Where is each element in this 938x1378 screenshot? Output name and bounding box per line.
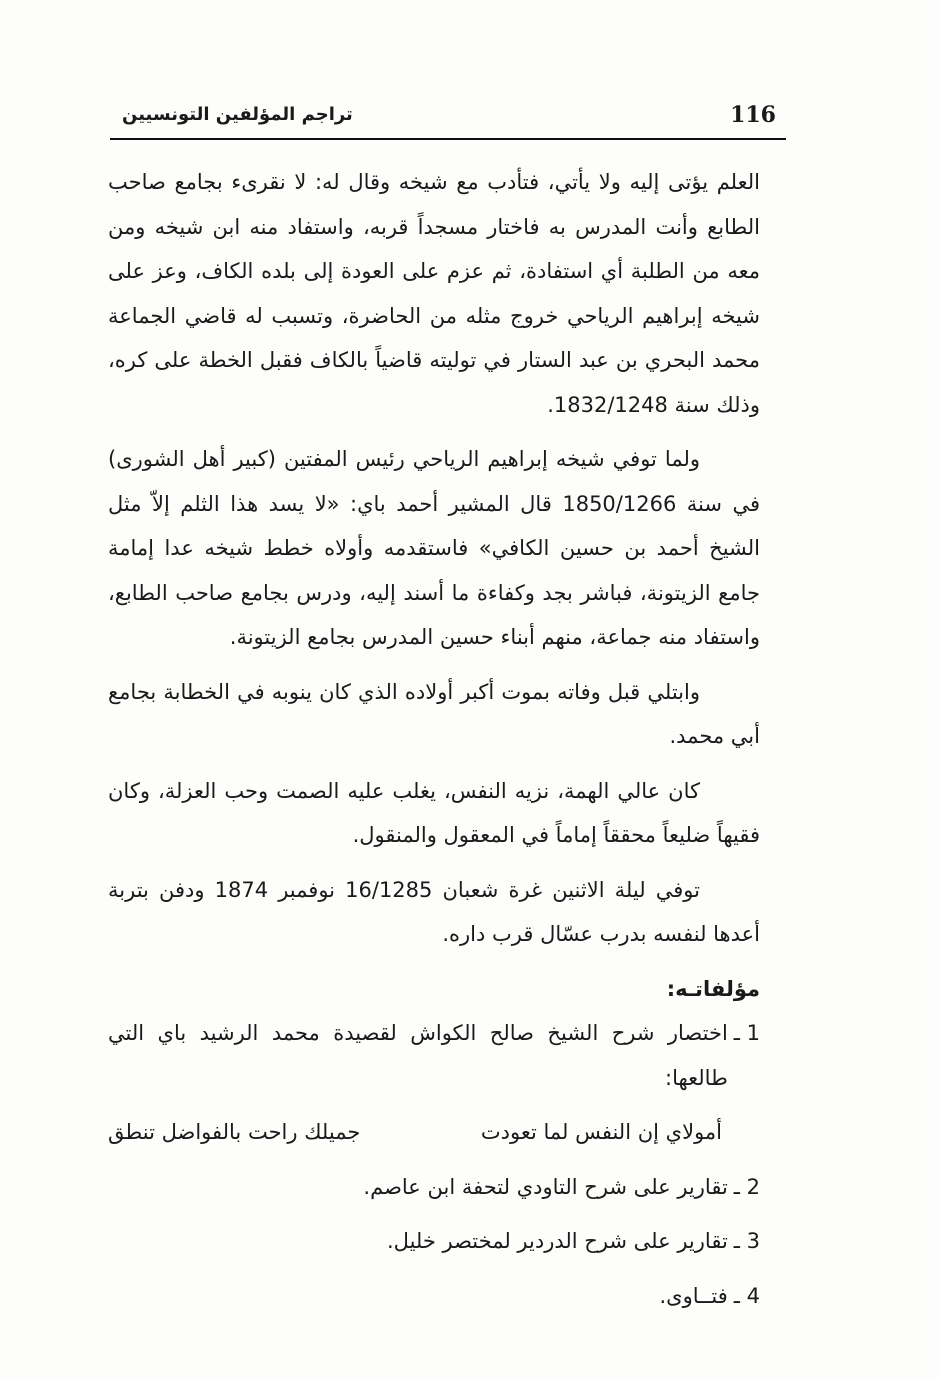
list-item-number: 4 ـ	[733, 1283, 760, 1308]
header-rule	[110, 138, 786, 140]
works-list	[108, 1011, 760, 1318]
page-number: 116	[730, 102, 776, 128]
list-item	[108, 1274, 760, 1319]
running-title: تراجم المؤلفين التونسيين	[122, 104, 353, 125]
list-item-text: تقارير على شرح الدردير لمختصر خليل.	[386, 1229, 728, 1253]
list-item	[108, 1165, 760, 1210]
paragraph: العلم يؤتى إليه ولا يأتي، فتأدب مع شيخه وقال له: لا نقرىء بجامع صاحب الطابع وأنت المدرس به فاختار مسجداً قربه، واستفاد منه ابن شيخه ومن معه من الطلبة أي استفادة، ثم عزم على العودة إلى بلده الكاف، وعز على شيخه إبراهيم الرياحي خروج مثله من الحاضرة، وتسبب له قاضي الجماعة محمد البحري بن عبد الستار في توليته قاضياً بالكاف فقبل الخطة على كره، وذلك سنة 1832/1248.	[108, 170, 760, 417]
list-item-number: 2 ـ	[733, 1174, 760, 1199]
paragraph: ولما توفي شيخه إبراهيم الرياحي رئيس المفتين (كبير أهل الشورى) في سنة 1850/1266 قال المشير أحمد باي: «لا يسد هذا الثلم إلاّ مثل الشيخ أحمد بن حسين الكافي» فاستقدمه وأولاه خطط شيخه عدا إمامة جامع الزيتونة، فباشر بجد وكفاءة ما أسند إليه، ودرس بجامع صاحب الطابع، واستفاد منه جماعة، منهم أبناء حسين المدرس بجامع الزيتونة.	[108, 447, 760, 649]
list-item	[108, 1219, 760, 1264]
list-item-number: 1 ـ	[733, 1021, 760, 1045]
list-item-text: فتــاوى.	[659, 1283, 728, 1308]
verse-second-hemistich: جميلك راحت بالفواضل تنطق	[108, 1120, 361, 1144]
paragraph: وابتلي قبل وفاته بموت أكبر أولاده الذي كان ينوبه في الخطابة بجامع أبي محمد.	[108, 679, 760, 748]
works-heading: مؤلفاتـه:	[666, 976, 760, 1001]
page-header	[110, 100, 786, 138]
list-item-text: تقارير على شرح التاودي لتحفة ابن عاصم.	[363, 1174, 728, 1199]
verse-first-hemistich: أمولاي إن النفس لما تعودت	[480, 1120, 722, 1144]
list-item	[108, 1011, 760, 1100]
poem-verse	[108, 1110, 760, 1155]
paragraph: توفي ليلة الاثنين غرة شعبان 16/1285 نوفمبر 1874 ودفن بتربة أعدها لنفسه بدرب عسّال قرب داره.	[108, 877, 760, 946]
paragraph: كان عالي الهمة، نزيه النفس، يغلب عليه الصمت وحب العزلة، وكان فقيهاً ضليعاً محققاً إماماً في المعقول والمنقول.	[108, 778, 760, 847]
list-item-number: 3 ـ	[733, 1229, 760, 1253]
body-text	[108, 160, 760, 1328]
list-item-text: اختصار شرح الشيخ صالح الكواش لقصيدة محمد الرشيد باي التي طالعها:	[108, 1021, 728, 1090]
